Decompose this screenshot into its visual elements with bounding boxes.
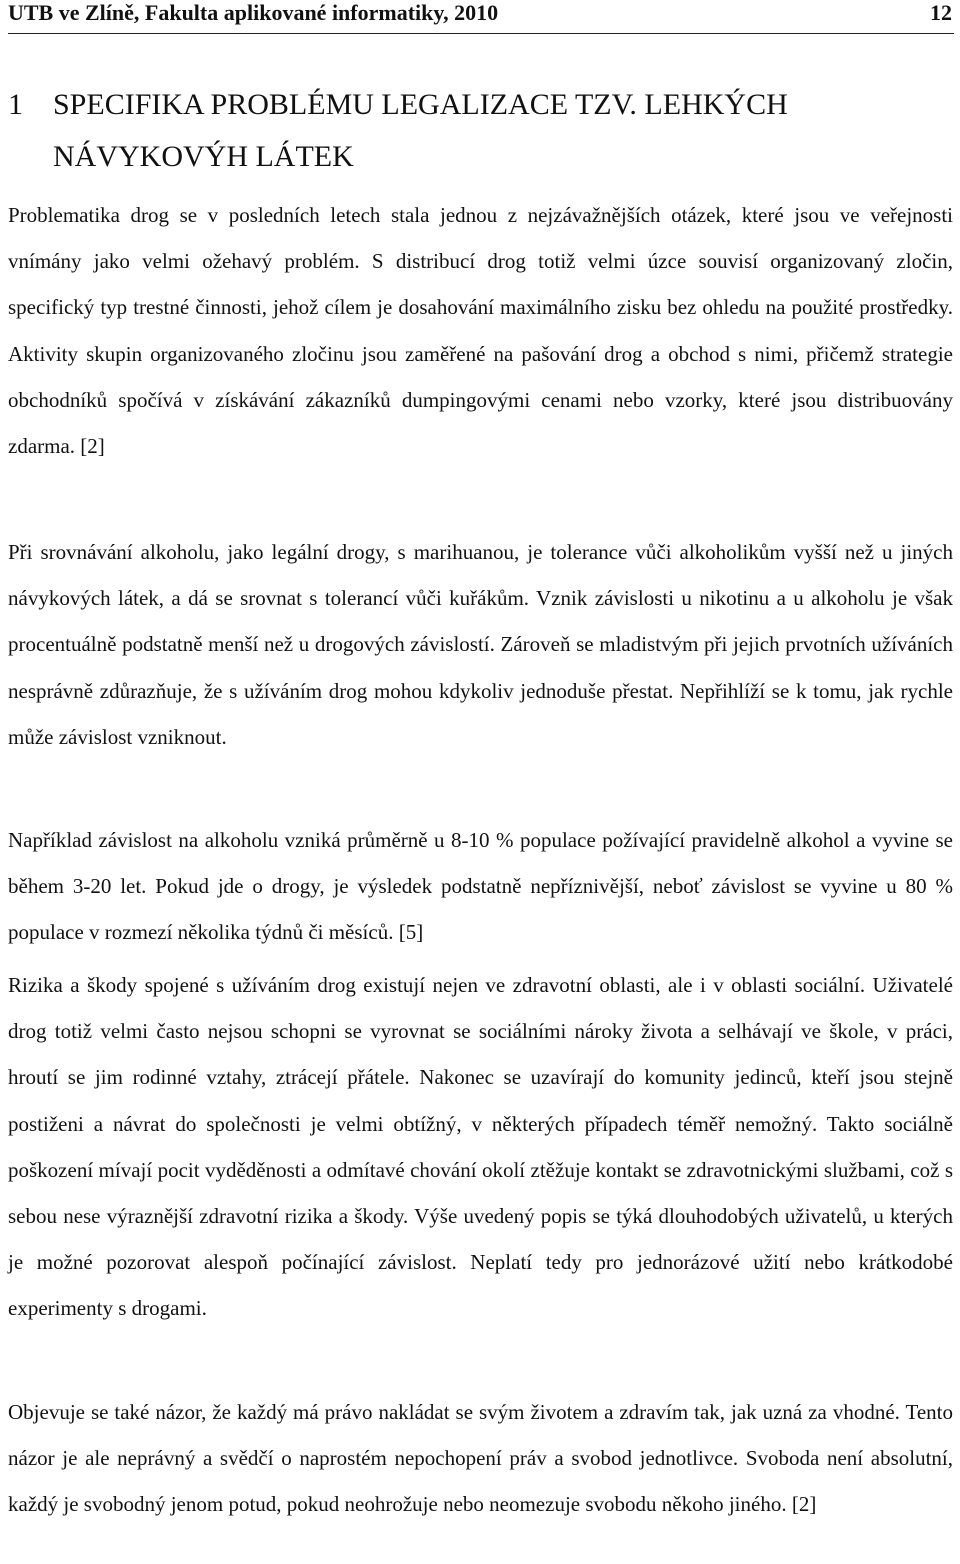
chapter-title-line-1: SPECIFIKA PROBLÉMU LEGALIZACE TZV. LEHKÝCH (53, 88, 788, 121)
chapter-heading (8, 79, 938, 183)
chapter-number: 1 (8, 88, 23, 121)
paragraph-social-risks: Rizika a škody spojené s užíváním drog existují nejen ve zdravotní oblasti, ale i v oblasti sociální. Uživatelé drog totiž velmi často nejsou schopni se vyrovnat se sociálními nároky života a selhávají ve škole, v práci, hroutí se jim rodinné vztahy, ztrácejí přátele. Nakonec se uzavírají do komunity jedinců, kteří jsou stejně postiženi a návrat do společnosti je velmi obtížný, v některých případech téměř nemožný. Takto sociálně poškození mívají pocit vyděděnosti a odmítavé chování okolí ztěžuje kontakt se zdravotnickými službami, což s sebou nese výraznější zdravotní rizika a škody. Výše uvedený popis se týká dlouhodobých uživatelů, u kterých je možné pozorovat alespoň počínající závislost. Neplatí tedy pro jednorázové užití nebo krátkodobé experimenty s drogami. (8, 973, 953, 1321)
chapter-title-line-2: NÁVYKOVÝH LÁTEK (53, 140, 354, 173)
paragraph-drug-problem: Problematika drog se v posledních letech stala jednou z nejzávažnějších otázek, které jsou ve veřejnosti vnímány jako velmi ožehavý problém. S distribucí drog totiž velmi úzce souvisí organizovaný zločin, specifický typ trestné činnosti, jehož cílem je dosahování maximálního zisku bez ohledu na použité prostředky. Aktivity skupin organizovaného zločinu jsou zaměřené na pašování drog a obchod s nimi, přičemž strategie obchodníků spočívá v získávání zákazníků dumpingovými cenami nebo vzorky, které jsou distribuovány zdarma. [2] (8, 203, 953, 459)
header-title: UTB ve Zlíně, Fakulta aplikované informatiky, 2010 (8, 0, 499, 25)
page-number: 12 (930, 0, 952, 25)
paragraph-alcohol-comparison: Při srovnávání alkoholu, jako legální drogy, s marihuanou, je tolerance vůči alkoholikům vyšší než u jiných návykových látek, a dá se srovnat s tolerancí vůči kuřákům. Vznik závislosti u nikotinu a u alkoholu je však procentuálně podstatně menší než u drogových závislostí. Zároveň se mladistvým při jejich prvotních užíváních nesprávně zdůrazňuje, že s užíváním drog mohou kdykoliv jednoduše přestat. Nepřihlíží se k tomu, jak rychle může závislost vzniknout. (8, 540, 953, 749)
paragraph-addiction-statistics: Například závislost na alkoholu vzniká průměrně u 8-10 % populace požívající pravidelně alkohol a vyvine se během 3-20 let. Pokud jde o drogy, je výsledek podstatně nepříznivější, neboť závislost se vyvine u 80 % populace v rozmezí několika týdnů či měsíců. [5] (8, 828, 953, 945)
running-header (8, 0, 954, 34)
paragraph-freedom-opinion: Objevuje se také názor, že každý má právo nakládat se svým životem a zdravím tak, jak uzná za vhodné. Tento názor je ale neprávný a svědčí o naprostém nepochopení práv a svobod jednotlivce. Svoboda není absolutní, každý je svobodný jenom potud, pokud neohrožuje nebo neomezuje svobodu někoho jiného. [2] (8, 1400, 953, 1517)
